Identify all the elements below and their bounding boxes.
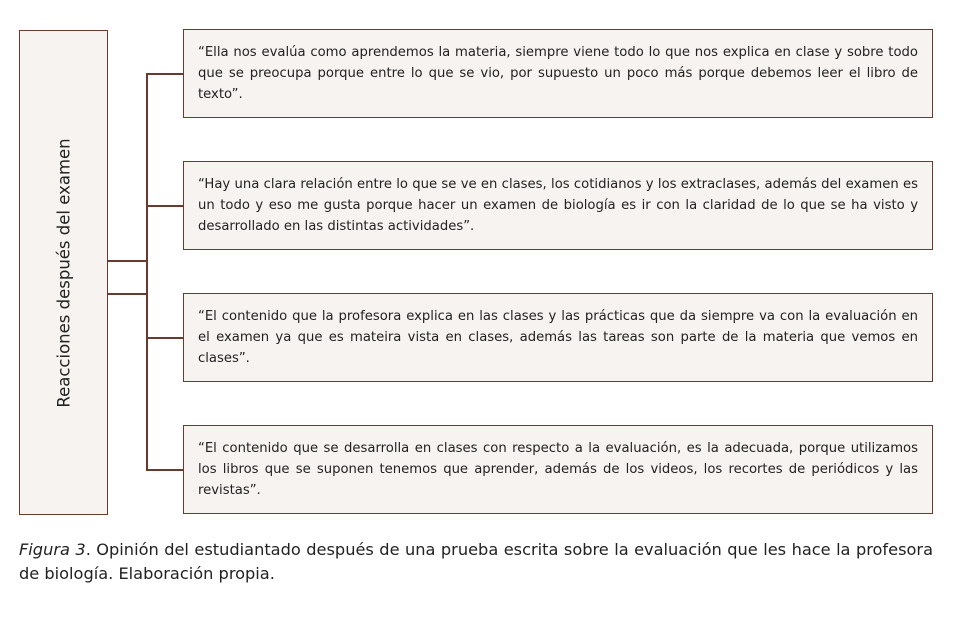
quote-box-4 [183,425,933,514]
connector-branch-1 [146,73,183,75]
category-label: Reacciones después del examen [54,137,73,408]
figure-caption [19,538,933,586]
caption-text: . Opinión del estudiantado después de una prueba escrita sobre la evaluación que les hace la profesora de biología. Elaboración propia. [19,540,933,583]
quote-text-3: “El contenido que la profesora explica en las clases y las prácticas que da siempre va con la evaluación en el examen ya que es mateira vista en clases, además las tareas son parte de la materia que vemos en clases”. [198,309,918,366]
connector-branch-3 [146,337,183,339]
quote-box-1 [183,29,933,118]
quote-text-1: “Ella nos evalúa como aprendemos la materia, siempre viene todo lo que nos explica en clase y sobre todo que se preocupa porque entre lo que se vio, por supuesto un poco más porque debemos leer el libro de texto”. [198,45,918,102]
category-box [19,30,108,515]
connector-stub-top [108,260,147,262]
quote-text-2: “Hay una clara relación entre lo que se ve en clases, los cotidianos y los extraclases, además del examen es un todo y eso me gusta porque hacer un examen de biología es ir con la claridad de lo que se ha visto y desarrollado en las distintas actividades”. [198,177,918,234]
quote-box-3 [183,293,933,382]
quote-text-4: “El contenido que se desarrolla en clases con respecto a la evaluación, es la adecuada, porque utilizamos los libros que se suponen tenemos que aprender, además de los videos, los recortes de periódicos y las revistas”. [198,441,918,498]
connector-branch-4 [146,469,183,471]
connector-branch-2 [146,205,183,207]
connector-stub-bottom [108,293,147,295]
connector-trunk [146,73,148,470]
quote-box-2 [183,161,933,250]
figure-label: Figura 3 [19,540,86,559]
